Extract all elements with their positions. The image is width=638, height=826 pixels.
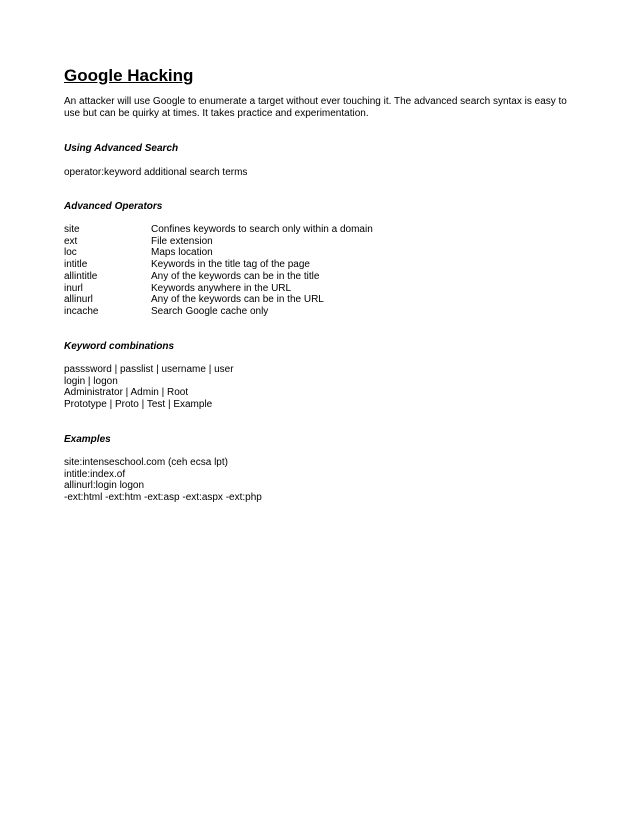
keyword-line: passsword | passlist | username | user <box>64 364 234 375</box>
operator-row <box>64 271 373 283</box>
operator-row <box>64 224 373 236</box>
operator-description: Maps location <box>151 247 213 259</box>
example-line: allinurl:login logon <box>64 480 145 492</box>
operator-name: intitle <box>64 259 88 271</box>
keyword-line: Prototype | Proto | Test | Example <box>64 399 213 411</box>
keyword-combinations-list <box>64 364 234 411</box>
operator-name: allintitle <box>64 270 98 282</box>
example-line: site:intenseschool.com (ceh ecsa lpt) <box>64 457 228 468</box>
intro-paragraph: An attacker will use Google to enumerate a target without ever touching it. The advanced search syntax is easy to use but can be quirky at times. It takes practice and experimentation. <box>64 96 567 119</box>
operator-name: inurl <box>64 282 83 294</box>
operator-row <box>64 306 373 318</box>
examples-list <box>64 457 262 504</box>
section-heading-advanced-operators: Advanced Operators <box>64 201 163 212</box>
operator-description: File extension <box>151 235 213 247</box>
operator-name: site <box>64 224 80 235</box>
operator-name: loc <box>64 247 77 259</box>
operator-name: incache <box>64 305 99 317</box>
operator-description: Confines keywords to search only within a domain <box>151 224 373 235</box>
operator-row <box>64 259 373 271</box>
page-title: Google Hacking <box>64 66 194 85</box>
operators-table <box>64 224 373 318</box>
example-line: -ext:html -ext:htm -ext:asp -ext:aspx -ext:php <box>64 492 262 504</box>
search-syntax-text: operator:keyword additional search terms <box>64 167 248 178</box>
operator-row <box>64 236 373 248</box>
operator-description: Any of the keywords can be in the title <box>151 270 320 282</box>
operator-description: Keywords in the title tag of the page <box>151 259 310 271</box>
keyword-line: login | logon <box>64 375 118 387</box>
operator-row <box>64 283 373 295</box>
operator-row <box>64 247 373 259</box>
section-heading-advanced-search: Using Advanced Search <box>64 143 179 154</box>
operator-name: ext <box>64 235 78 247</box>
operator-description: Any of the keywords can be in the URL <box>151 294 324 306</box>
section-heading-examples: Examples <box>64 434 111 445</box>
section-heading-keyword-combinations: Keyword combinations <box>64 341 175 352</box>
operator-description: Keywords anywhere in the URL <box>151 282 292 294</box>
operator-description: Search Google cache only <box>151 305 269 317</box>
example-line: intitle:index.of <box>64 468 126 480</box>
operator-name: allinurl <box>64 294 93 306</box>
document-page <box>64 66 584 504</box>
keyword-line: Administrator | Admin | Root <box>64 387 189 399</box>
operator-row <box>64 294 373 306</box>
